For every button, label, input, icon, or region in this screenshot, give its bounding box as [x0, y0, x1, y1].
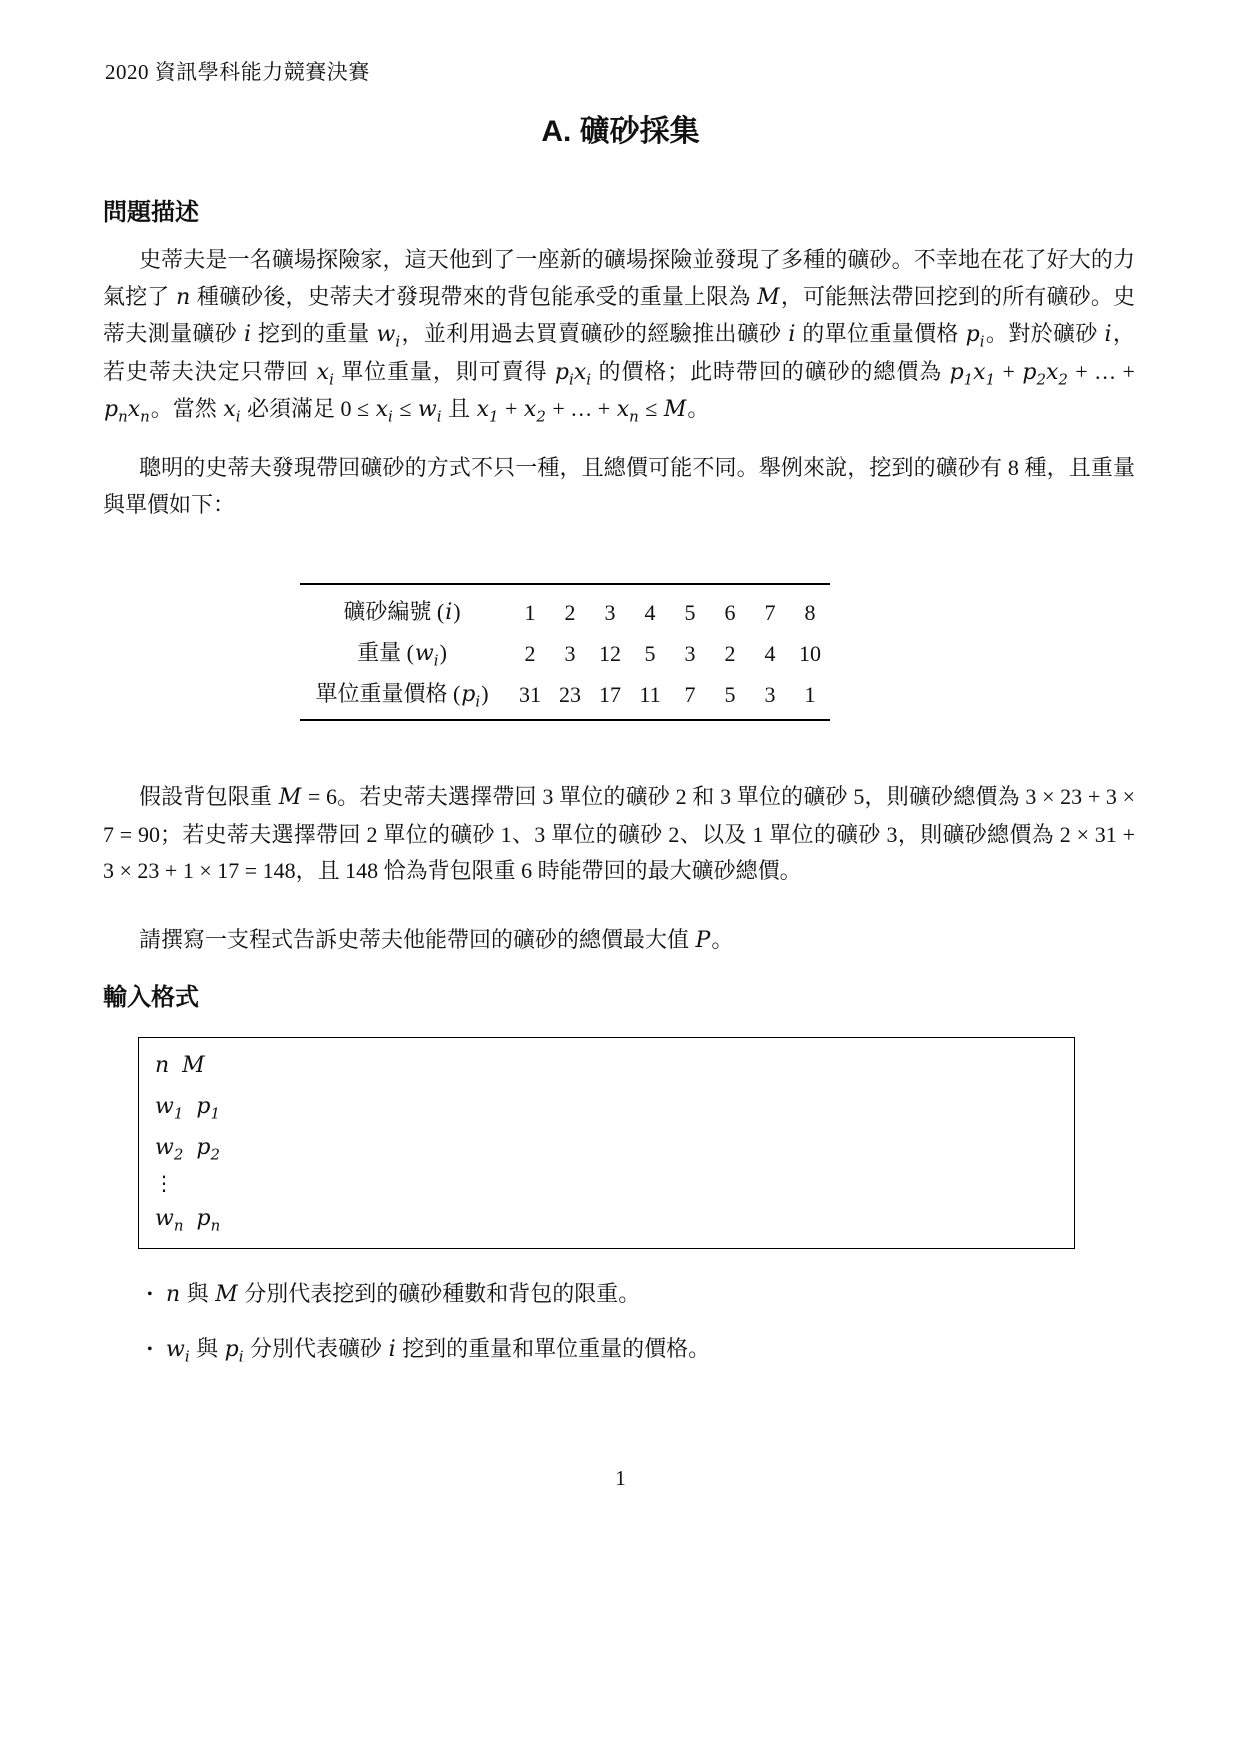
table-cell: 5 — [644, 640, 656, 666]
math-variable: M — [182, 1053, 205, 1078]
table-row-label: 單位重量價格 $(p_i)$ — [315, 681, 489, 711]
table-cell: 1 — [524, 599, 536, 625]
table-cell: 4 — [644, 599, 656, 625]
doc-title: A. 礦砂採集 — [541, 115, 700, 148]
math-variable: M — [278, 785, 302, 810]
input-box-line — [154, 1127, 1074, 1168]
table-cell: 7 — [764, 599, 776, 625]
problem-paragraph-1: 史蒂夫是一名礦場探險家，這天他到了一座新的礦場探險並發現了多種的礦砂。不幸地在花了好大的力氣挖了 n 種礦砂後，史蒂夫才發現帶來的背包能承受的重量上限為 M，可能無法帶回挖到的所有礦砂。史蒂夫測量礦砂 i 挖到的重量 $w_i$，並利用過去買賣礦砂的經驗推出礦砂 i 的單位重量價格 $p_i$。對於礦砂 i，若史蒂夫決定只帶回 $x_i$ 單位重量，則可賣得 $p_ix_i$ 的價格；此時帶回的礦砂的總價為 $p_1x_1 + p_2x_2$ + … + $p_nx_n$。當然 $x_i$ 必須滿足 $0 \le x_i \le w_i$ 且 $x_1 + x_2$ + … + $x_n \le M$。 — [103, 247, 1135, 426]
math-variable: P — [695, 928, 711, 953]
vertical-ellipsis: ⋮ — [154, 1171, 174, 1195]
table-cell: 8 — [804, 599, 816, 625]
math-variable: n — [166, 1282, 181, 1307]
list-item: • n 與 M 分別代表挖到的礦砂種數和背包的限重。 — [147, 1279, 1047, 1310]
page-number: 1 — [615, 1466, 626, 1490]
table-cell: 6 — [724, 599, 736, 625]
math-variable: $p_2x_2$ — [1022, 359, 1068, 389]
math-variable: $w_n$ — [155, 1206, 184, 1235]
example-table-wrap — [300, 583, 830, 721]
math-variable: i — [388, 1337, 396, 1362]
table-cell: 5 — [684, 599, 696, 625]
table-cell: 2 — [724, 640, 736, 666]
math-variable: i — [1104, 322, 1112, 348]
table-cell: 3 — [764, 681, 776, 707]
table-cell: 12 — [599, 640, 621, 666]
math-variable: $x_i$ — [223, 397, 241, 426]
section-heading-input-format: 輸入格式 — [103, 984, 199, 1011]
table-cell: 11 — [639, 681, 661, 707]
input-box-line — [154, 1086, 1074, 1127]
math-variable: $w_i$ — [376, 322, 401, 351]
math-variable: $x_i$ — [375, 397, 393, 426]
table-cell: 10 — [799, 640, 821, 666]
table-cell: 23 — [559, 681, 581, 707]
math-variable: i — [788, 322, 796, 348]
input-box-line — [154, 1045, 1074, 1086]
example-table-body — [300, 584, 830, 720]
math-variable: i — [243, 322, 252, 348]
table-row — [300, 674, 830, 720]
table-cell: 2 — [524, 640, 536, 666]
math-variable: $x_n$ — [616, 397, 639, 426]
math-variable: M — [215, 1282, 238, 1307]
example-table — [300, 583, 830, 721]
math-variable: $x_2$ — [523, 397, 546, 426]
math-variable: $p_nx_n$ — [104, 397, 150, 426]
math-variable: $p_i$ — [461, 682, 481, 711]
table-cell: 3 — [604, 599, 616, 625]
math-variable: $w_2$ — [155, 1135, 184, 1164]
input-format-box — [138, 1037, 1075, 1249]
table-row — [300, 633, 830, 674]
math-variable: $w_i$ — [417, 397, 442, 426]
table-row-label: 重量 $(w_i)$ — [357, 640, 447, 670]
math-variable: $x_i$ — [316, 359, 334, 389]
list-item: • $w_i$ 與 $p_i$ 分別代表礦砂 i 挖到的重量和單位重量的價格。 — [147, 1334, 1047, 1365]
math-variable: $p_1x_1$ — [949, 359, 996, 389]
math-variable: $p_1$ — [196, 1094, 220, 1123]
input-notes-list — [147, 1279, 1047, 1389]
math-variable: $w_i$ — [414, 641, 439, 670]
table-cell: 5 — [724, 681, 736, 707]
math-variable: M — [757, 284, 780, 310]
table-cell: 7 — [684, 681, 696, 707]
input-box-line — [154, 1198, 1074, 1239]
table-row — [300, 584, 830, 633]
math-variable: n — [155, 1053, 170, 1078]
math-variable: M — [663, 397, 687, 423]
math-variable: n — [176, 284, 191, 310]
table-cell: 1 — [804, 681, 816, 707]
math-variable: $w_1$ — [155, 1094, 184, 1123]
table-cell: 2 — [564, 599, 576, 625]
section-heading-problem: 問題描述 — [103, 199, 199, 226]
problem-paragraph-2: 聰明的史蒂夫發現帶回礦砂的方式不只一種，且總價可能不同。舉例來說，挖到的礦砂有 8 種，且重量與單價如下： — [103, 455, 1135, 517]
page-header: 2020 資訊學科能力競賽決賽 — [105, 60, 370, 84]
math-variable: $x_1$ — [476, 397, 499, 426]
table-cell: 3 — [684, 640, 696, 666]
table-row-label: 礦砂編號 (i) — [343, 599, 461, 625]
table-cell: 31 — [519, 681, 541, 707]
table-cell: 17 — [599, 681, 621, 707]
math-variable: i — [445, 600, 453, 625]
math-variable: $w_i$ — [166, 1337, 190, 1366]
math-variable: $p_ix_i$ — [554, 359, 592, 389]
problem-paragraph-4: 請撰寫一支程式告訴史蒂夫他能帶回的礦砂的總價最大值 P。 — [139, 927, 734, 953]
table-cell: 4 — [764, 640, 776, 666]
math-variable: $p_2$ — [196, 1135, 220, 1164]
math-variable: $p_n$ — [196, 1206, 221, 1235]
problem-paragraph-3: 假設背包限重 M = 6。若史蒂夫選擇帶回 3 單位的礦砂 2 和 3 單位的礦砂 5，則礦砂總價為 3 × 23 + 3 × 7 = 90；若史蒂夫選擇帶回 2 單位的礦砂 1、3 單位的礦砂 2、以及 1 單位的礦砂 3，則礦砂總價為 2 × 31 + 3 × 23 + 1 × 17 = 148，且 148 恰為背包限重 6 時能帶回的最大礦砂總價。 — [103, 784, 1135, 884]
math-variable: $p_i$ — [224, 1337, 244, 1366]
math-variable: $p_i$ — [965, 322, 985, 351]
table-cell: 3 — [564, 640, 576, 666]
